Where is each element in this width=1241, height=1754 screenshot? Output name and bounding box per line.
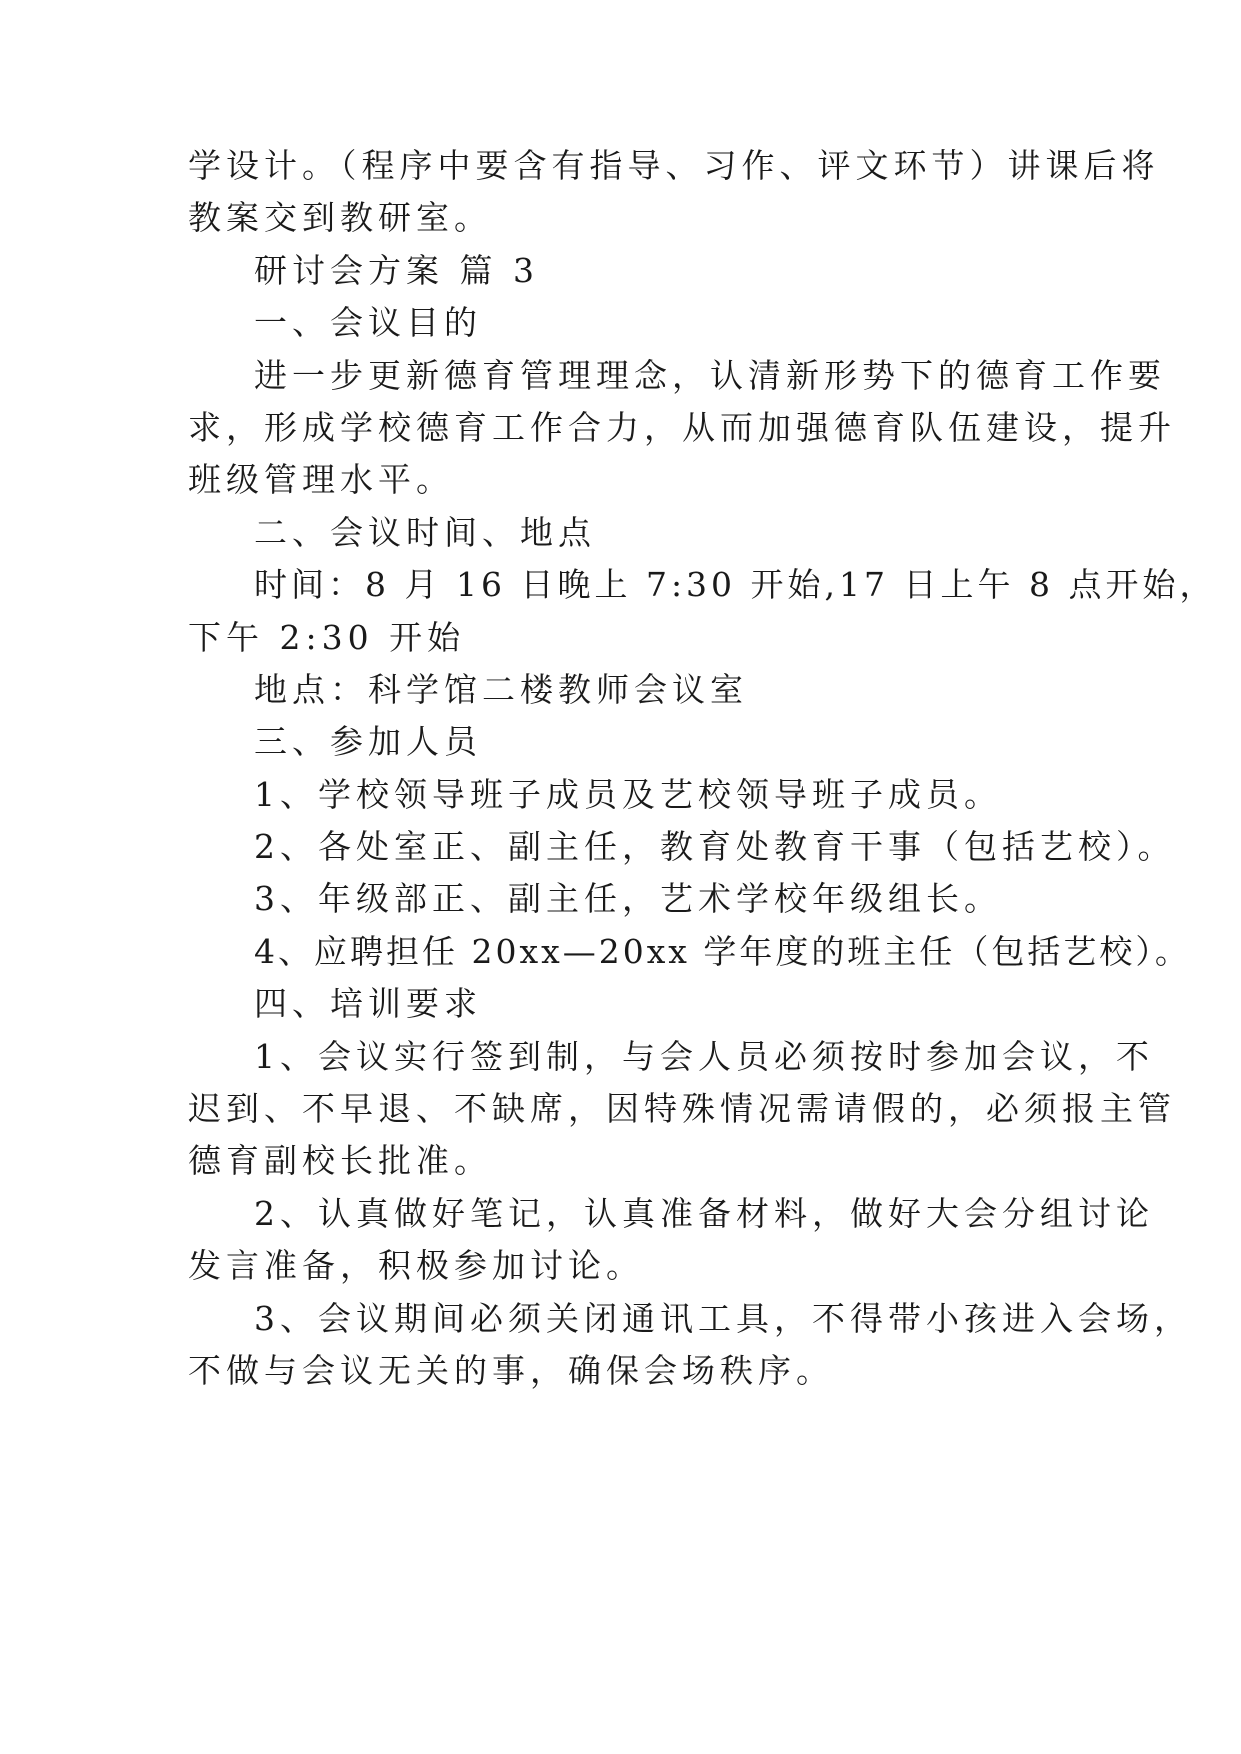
section-heading: 一、会议目的 <box>254 303 482 342</box>
text-line: 进一步更新德育管理理念，认清新形势下的德育工作要 <box>254 356 1166 395</box>
text-line: 发言准备，积极参加讨论。 <box>188 1246 644 1285</box>
list-item: 2、认真做好笔记，认真准备材料，做好大会分组讨论 <box>254 1194 1154 1233</box>
section-heading: 二、会议时间、地点 <box>254 513 596 552</box>
text-line: 班级管理水平。 <box>188 460 454 499</box>
text-line: 下午 2:30 开始 <box>188 618 466 657</box>
list-item: 1、学校领导班子成员及艺校领导班子成员。 <box>254 775 1002 814</box>
text-line: 时间：8 月 16 日晚上 7:30 开始,17 日上午 8 点开始， <box>254 565 1217 604</box>
section-heading: 四、培训要求 <box>254 984 482 1023</box>
text-line: 迟到、不早退、不缺席，因特殊情况需请假的，必须报主管 <box>188 1089 1176 1128</box>
text-line: 求，形成学校德育工作合力，从而加强德育队伍建设，提升 <box>188 408 1176 447</box>
list-item: 3、会议期间必须关闭通讯工具，不得带小孩进入会场， <box>254 1299 1192 1338</box>
text-line: 不做与会议无关的事，确保会场秩序。 <box>188 1351 834 1390</box>
section-title: 研讨会方案 篇 3 <box>254 251 539 290</box>
text-line: 学设计。（程序中要含有指导、习作、评文环节）讲课后将 <box>188 146 1160 185</box>
list-item: 4、应聘担任 20xx—20xx 学年度的班主任（包括艺校）。 <box>254 932 1191 971</box>
section-heading: 三、参加人员 <box>254 722 482 761</box>
list-item: 2、各处室正、副主任，教育处教育干事（包括艺校）。 <box>254 827 1176 866</box>
list-item: 3、年级部正、副主任，艺术学校年级组长。 <box>254 879 1002 918</box>
list-item: 1、会议实行签到制，与会人员必须按时参加会议，不 <box>254 1037 1154 1076</box>
text-line: 地点：科学馆二楼教师会议室 <box>254 670 748 709</box>
text-line: 教案交到教研室。 <box>188 198 492 237</box>
text-line: 德育副校长批准。 <box>188 1141 492 1180</box>
